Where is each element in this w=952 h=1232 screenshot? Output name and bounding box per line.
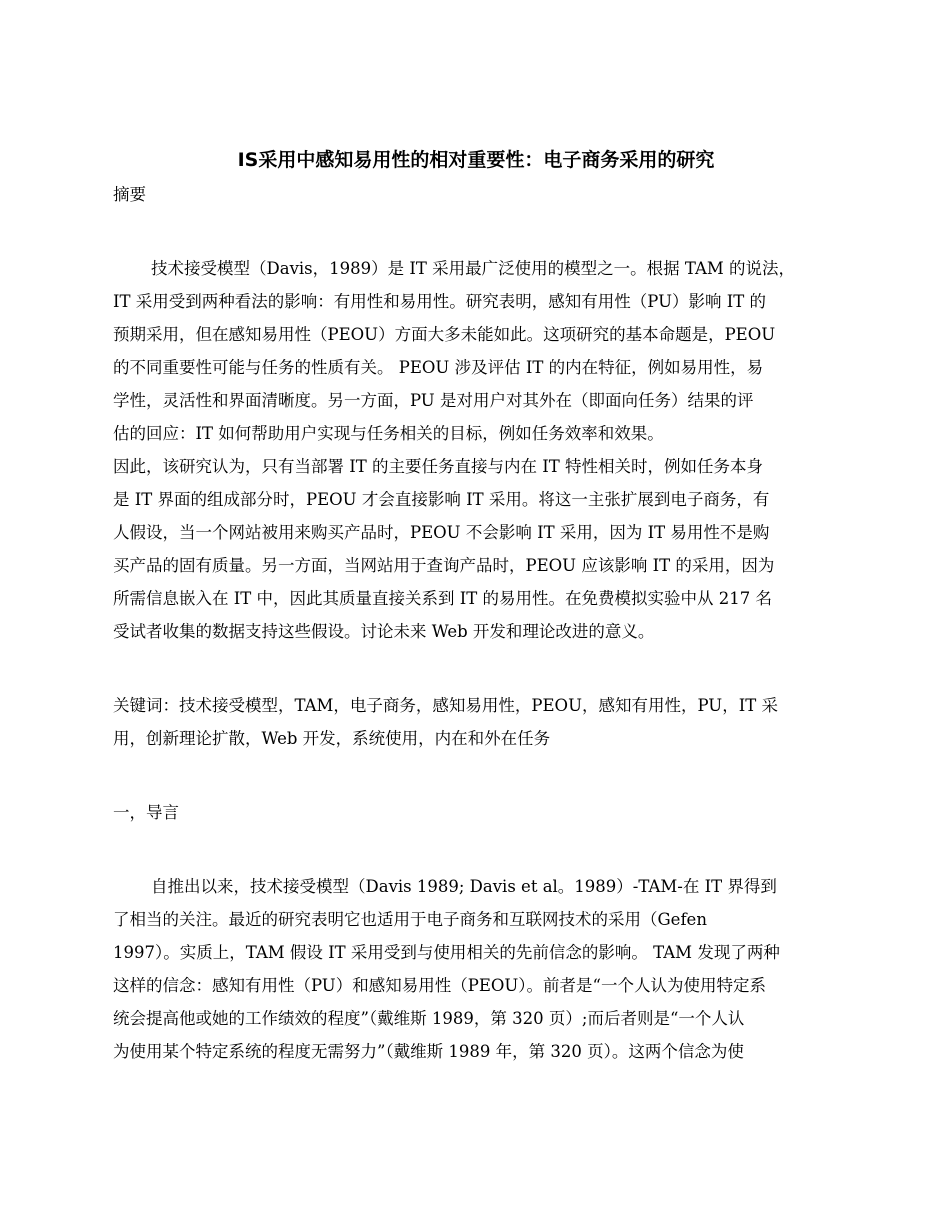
abstract-line: 估的回应：IT 如何帮助用户实现与任务相关的目标，例如任务效率和效果。 [113, 424, 664, 443]
intro-line: 1997）。实质上，TAM 假设 IT 采用受到与使用相关的先前信念的影响。 TAM 发现了两种 [113, 943, 780, 962]
abstract-line: 人假设，当一个网站被用来购买产品时，PEOU 不会影响 IT 采用，因为 IT 易用性不是购 [113, 523, 770, 542]
abstract-heading: 摘要 [113, 185, 146, 204]
abstract-line: 买产品的固有质量。另一方面，当网站用于查询产品时，PEOU 应该影响 IT 的采用，因为 [113, 556, 775, 575]
abstract-line: 受试者收集的数据支持这些假设。讨论未来 Web 开发和理论改进的意义。 [113, 622, 655, 641]
keywords-line: 关键词：技术接受模型，TAM，电子商务，感知易用性，PEOU，感知有用性，PU，IT 采 [113, 696, 778, 715]
abstract-line: 技术接受模型（Davis，1989）是 IT 采用最广泛使用的模型之一。根据 TAM 的说法， [151, 259, 796, 278]
intro-line: 自推出以来，技术接受模型（Davis 1989; Davis et al。1989）-TAM-在 IT 界得到 [151, 877, 777, 896]
abstract-line: 所需信息嵌入在 IT 中，因此其质量直接关系到 IT 的易用性。在免费模拟实验中从 217 名 [113, 589, 773, 608]
keywords-line: 用，创新理论扩散，Web 开发，系统使用，内在和外在任务 [113, 729, 551, 748]
section-heading: 一，导言 [113, 803, 179, 822]
intro-line: 为使用某个特定系统的程度无需努力”（戴维斯 1989 年，第 320 页）。这两个信念为使 [113, 1042, 744, 1061]
abstract-line: 的不同重要性可能与任务的性质有关。 PEOU 涉及评估 IT 的内在特征，例如易用性，易 [113, 358, 764, 377]
abstract-line: IT 采用受到两种看法的影响：有用性和易用性。研究表明，感知有用性（PU）影响 IT 的 [113, 292, 766, 311]
intro-line: 统会提高他或她的工作绩效的程度”（戴维斯 1989，第 320 页）;而后者则是“一个人认 [113, 1009, 745, 1028]
intro-line: 这样的信念：感知有用性（PU）和感知易用性（PEOU）。前者是“一个人认为使用特定系 [113, 976, 766, 995]
abstract-line: 学性，灵活性和界面清晰度。另一方面，PU 是对用户对其外在（即面向任务）结果的评 [113, 391, 754, 410]
abstract-line: 是 IT 界面的组成部分时，PEOU 才会直接影响 IT 采用。将这一主张扩展到电子商务，有 [113, 490, 770, 509]
page-title: IS采用中感知易用性的相对重要性：电子商务采用的研究 [237, 149, 715, 171]
abstract-line: 因此，该研究认为，只有当部署 IT 的主要任务直接与内在 IT 特性相关时，例如任务本身 [113, 457, 764, 476]
intro-line: 了相当的关注。最近的研究表明它也适用于电子商务和互联网技术的采用（Gefen [113, 910, 707, 929]
abstract-line: 预期采用，但在感知易用性（PEOU）方面大多未能如此。这项研究的基本命题是，PEOU [113, 325, 776, 344]
